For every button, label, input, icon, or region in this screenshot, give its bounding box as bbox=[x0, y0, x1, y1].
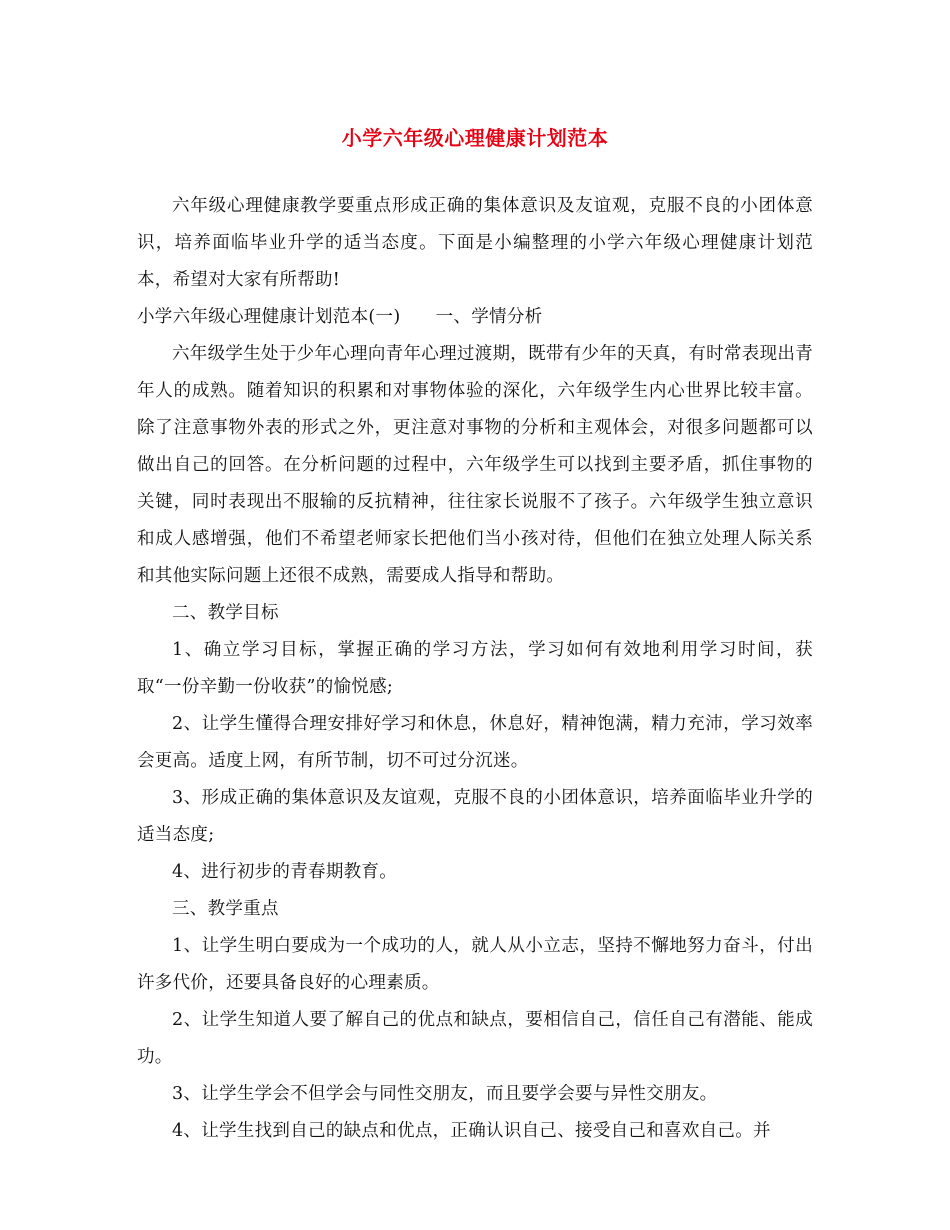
focus-item: 3、让学生学会不但学会与同性交朋友，而且要学会要与异性交朋友。 bbox=[172, 1084, 718, 1104]
section-heading-line: 小学六年级心理健康计划范本(一) 一、学情分析 bbox=[137, 307, 543, 327]
goal-item: 3、形成正确的集体意识及友谊观，克服不良的小团体意识，培养面临毕业升学的适当态度; bbox=[137, 788, 813, 845]
document-title: 小学六年级心理健康计划范本 bbox=[341, 126, 609, 150]
focus-heading: 三、教学重点 bbox=[172, 899, 279, 919]
goal-item: 1、确立学习目标，掌握正确的学习方法，学习如何有效地利用学习时间，获取“一份辛勤一份收获”的愉悦感; bbox=[137, 640, 813, 697]
document-body bbox=[137, 188, 813, 1150]
focus-item: 4、让学生找到自己的缺点和优点，正确认识自己、接受自己和喜欢自己。并 bbox=[172, 1121, 771, 1141]
intro-paragraph: 六年级心理健康教学要重点形成正确的集体意识及友谊观，克服不良的小团体意识，培养面临毕业升学的适当态度。下面是小编整理的小学六年级心理健康计划范本，希望对大家有所帮助! bbox=[137, 196, 813, 290]
goal-item: 2、让学生懂得合理安排好学习和休息，休息好，精神饱满，精力充沛，学习效率会更高。适度上网，有所节制，切不可过分沉迷。 bbox=[137, 714, 813, 771]
analysis-paragraph: 六年级学生处于少年心理向青年心理过渡期，既带有少年的天真，有时常表现出青年人的成熟。随着知识的积累和对事物体验的深化，六年级学生内心世界比较丰富。除了注意事物外表的形式之外，更注意对事物的分析和主观体会，对很多问题都可以做出自己的回答。在分析问题的过程中，六年级学生可以找到主要矛盾，抓住事物的关键，同时表现出不服输的反抗精神，往往家长说服不了孩子。六年级学生独立意识和成人感增强，他们不希望老师家长把他们当小孩对待，但他们在独立处理人际关系和其他实际问题上还很不成熟，需要成人指导和帮助。 bbox=[137, 344, 813, 586]
focus-item: 2、让学生知道人要了解自己的优点和缺点，要相信自己，信任自己有潜能、能成功。 bbox=[137, 1010, 813, 1067]
focus-item: 1、让学生明白要成为一个成功的人，就人从小立志，坚持不懈地努力奋斗，付出许多代价，还要具备良好的心理素质。 bbox=[137, 936, 813, 993]
goal-item: 4、进行初步的青春期教育。 bbox=[172, 862, 398, 882]
goals-heading: 二、教学目标 bbox=[172, 603, 279, 623]
